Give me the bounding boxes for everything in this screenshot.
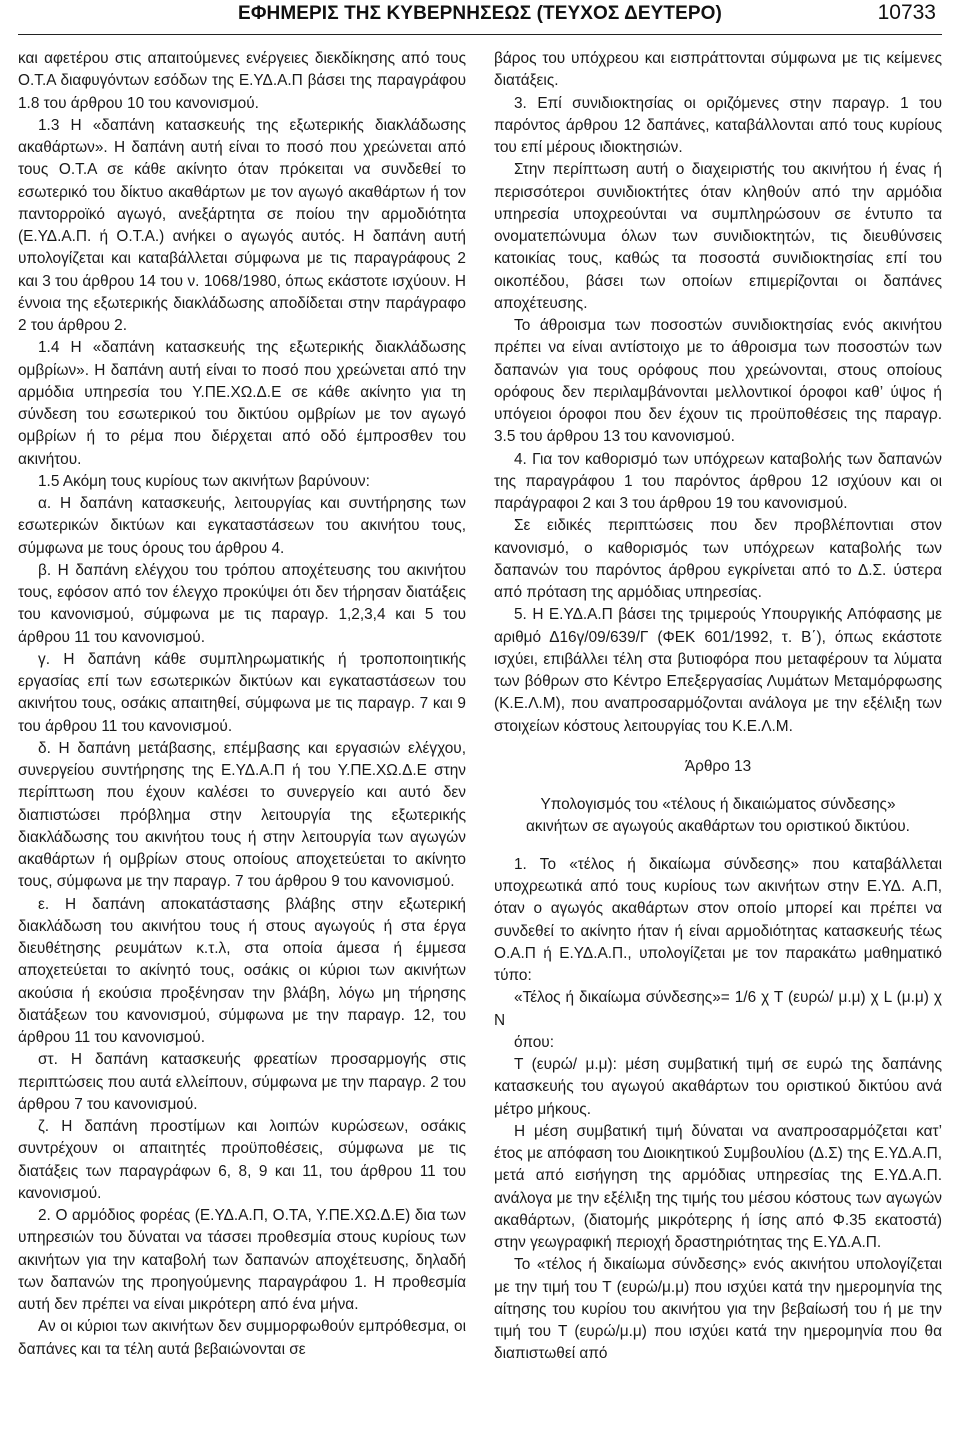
paragraph: και αφετέρου στις απαιτούμενες ενέργειες διεκδίκησης από τους Ο.Τ.Α διαφυγόντων εσόδων της Ε.ΥΔ.Α.Π βάσει της παραγράφου 1.8 του άρθρου 10 του κανονισμού. bbox=[18, 50, 466, 112]
paragraph: βάρος του υπόχρεου και εισπράττονται σύμφωνα με τις κείμενες διατάξεις. bbox=[494, 50, 942, 90]
right-column-text-before bbox=[494, 48, 942, 738]
paragraph: δ. Η δαπάνη μετάβασης, επέμβασης και εργασιών ελέγχου, συνεργείου συντήρησης της Ε.ΥΔ.Α.Π ή του Υ.ΠΕ.ΧΩ.Δ.Ε στην περίπτωση που έχουν καλέσει το συνεργείο και αυτό δεν διαπιστώσει πρόβλημα στην λειτουργία της εξωτερικής διακλάδωσης του ακινήτου τους ή στην λειτουργία των αγωγών ακαθάρτων ή ομβρίων στους οποίους αποχετεύεται το ακίνητο τους, σύμφωνα με την παραγρ. 7 του άρθρου 9 του κανονισμού. bbox=[18, 739, 466, 891]
paragraph: ε. Η δαπάνη αποκατάστασης βλάβης στην εξωτερική διακλάδωση του ακινήτου τους ή στους αγωγούς ή στα έργα διευθέτησης ρευμάτων κ.τ.λ, στα οποία άμεσα ή έμμεσα αποχετεύεται το ακίνητό τους, οσάκις οι κύριοι των ακινήτων ακούσια ή εκούσια προξένησαν την βλάβη, λόγω μη τήρησης διατάξεων του κανονισμού, σύμφωνα με την παραγρ. 12, του άρθρου 11 του κανονισμού. bbox=[18, 895, 466, 1046]
right-column-text-after bbox=[494, 854, 942, 1366]
paragraph: Η μέση συμβατική τιμή δύναται να αναπροσαρμόζεται κατ’ έτος με απόφαση του Διοικητικού Συμβουλίου (Δ.Σ) της Ε.ΥΔ.Α.Π, μετά από εισήγηση της αρμόδιας υπηρεσίας της Ε.ΥΔ.Α.Π. ανάλογα με την εξέλιξη της τιμής του μέσου κόστους των αγωγών ακαθάρτων, (διατομής μικρότερης ή ίσης από Φ.35 εκατοστά) στην γεωγραφική περιοχή δραστηριότητας της Ε.ΥΔ.Α.Π. bbox=[494, 1122, 942, 1251]
paragraph: στ. Η δαπάνη κατασκευής φρεατίων προσαρμογής στις περιπτώσεις που αυτά ελλείπουν, σύμφωνα με την παραγρ. 2 του άρθρου 7 του κανονισμού. bbox=[18, 1051, 466, 1113]
paragraph: 1.4 Η «δαπάνη κατασκευής της εξωτερικής διακλάδωσης ομβρίων». Η δαπάνη αυτή είναι το ποσό που χρεώνεται από την αρμόδια υπηρεσία του Υ.ΠΕ.ΧΩ.Δ.Ε σε κάθε ακίνητο για τη σύνδεση του εσωτερικού του δικτύου ομβρίων με τον αγωγό ομβρίων ή το ρέμα που διέρχεται από οδό έμπροσθεν του ακινήτου. bbox=[18, 339, 466, 468]
text-columns bbox=[18, 36, 942, 1366]
paragraph: «Τέλος ή δικαίωμα σύνδεσης»= 1/6 χ Τ (ευρώ/ μ.μ) χ L (μ.μ) χ Ν bbox=[494, 989, 942, 1029]
left-column bbox=[18, 48, 466, 1366]
paragraph: ζ. Η δαπάνη προστίμων και λοιπών κυρώσεων, οσάκις συντρέχουν οι απαιτητές προϋποθέσεις, σύμφωνα με τις διατάξεις των παραγράφων 6, 8, 9 και 11, του άρθρου 11 του κανονισμού. bbox=[18, 1118, 466, 1202]
paragraph: 5. Η Ε.ΥΔ.Α.Π βάσει της τριμερούς Υπουργικής Απόφασης με αριθμό Δ16γ/09/639/Γ (ΦΕΚ 601/1992, τ. Β΄), όπως εκάστοτε ισχύει, επιβάλλει τέλη στα βυτιοφόρα που μεταφέρουν τα λύματα των βόθρων στο Κέντρο Επεξεργασίας Λυμάτων Μεταμόρφωσης (Κ.Ε.Λ.Μ), που αναπροσαρμόζονται ανάλογα με την εξέλιξη των στοιχείων κόστους λειτουργίας του Κ.Ε.Λ.Μ. bbox=[494, 606, 942, 735]
paragraph: όπου: bbox=[514, 1033, 554, 1051]
header-rule bbox=[18, 34, 942, 35]
gazette-title: ΕΦΗΜΕΡΙΣ ΤΗΣ ΚΥΒΕΡΝΗΣΕΩΣ (ΤΕΥΧΟΣ ΔΕΥΤΕΡΟ) bbox=[238, 3, 722, 24]
page-header bbox=[18, 0, 942, 36]
paragraph: β. Η δαπάνη ελέγχου του τρόπου αποχέτευσης του ακινήτου τους, εφόσον από τον έλεγχο προκύψει ότι δεν τήρησαν διατάξεις του κανονισμού, σύμφωνα με τις παραγρ. 1,2,3,4 και 5 του άρθρου 11 του κανονισμού. bbox=[18, 561, 466, 646]
article-number: Άρθρο 13 bbox=[684, 757, 752, 775]
paragraph: 1.5 Ακόμη τους κυρίους των ακινήτων βαρύνουν: bbox=[38, 472, 370, 490]
article-heading bbox=[494, 756, 942, 838]
paragraph: Το άθροισμα των ποσοστών συνιδιοκτησίας ενός ακινήτου πρέπει να είναι αντίστοιχο με το άθροισμα των ποσοστών των δαπανών για τους ορόφους που χρεώνονται, στους οποίους ορόφους δεν περιλαμβάνονται μελλοντικοί όροφοι καθ’ ύψος ή υπόγειοι όροφοι που δεν έχουν τις προϋποθέσεις της παραγρ. 3.5 του άρθρου 13 του κανονισμού. bbox=[494, 317, 942, 446]
paragraph: α. Η δαπάνη κατασκευής, λειτουργίας και συντήρησης των εσωτερικών δικτύων και εγκαταστάσεων του ακινήτου τους, σύμφωνα με τους όρους του άρθρου 4. bbox=[18, 495, 466, 557]
right-column bbox=[494, 48, 942, 1366]
paragraph: 3. Επί συνιδιοκτησίας οι οριζόμενες στην παραγρ. 1 του παρόντος άρθρου 12 δαπάνες, καταβάλλονται από τους κυρίους του επί μέρους ιδιοκτησιών. bbox=[494, 94, 942, 156]
paragraph: Στην περίπτωση αυτή ο διαχειριστής του ακινήτου ή ένας ή περισσότεροι συνιδιοκτήτες όταν κληθούν από την αρμόδια υπηρεσία υποχρεούνται να συμπληρώσουν σε έντυπο τα ονοματεπώνυμα όλων των συνιδιοκτητών, τις διευθύνσεις κατοικίας τους, καθώς τα ποσοστά συνιδιοκτησίας επί του οικοπέδου, βάσει των οποίων επιμερίζονται οι δαπάνες αποχέτευσης. bbox=[494, 161, 942, 312]
paragraph: Αν οι κύριοι των ακινήτων δεν συμμορφωθούν εμπρόθεσμα, οι δαπάνες και τα τέλη αυτά βεβαιώνονται σε bbox=[18, 1318, 466, 1358]
article-title: Υπολογισμός του «τέλους ή δικαιώματος σύνδεσης» ακινήτων σε αγωγούς ακαθάρτων του οριστικού δικτύου. bbox=[526, 795, 910, 835]
paragraph: 4. Για τον καθορισμό των υπόχρεων καταβολής των δαπανών της παραγράφου 1 του παρόντος άρθρου 12 ισχύουν και οι παράγραφοι 2 και 3 του άρθρου 19 του κανονισμού. bbox=[494, 450, 942, 512]
paragraph: Τ (ευρώ/ μ.μ): μέση συμβατική τιμή σε ευρώ της δαπάνης κατασκευής του αγωγού ακαθάρτων του οριστικού δικτύου ανά μέτρο μήκους. bbox=[494, 1056, 942, 1118]
paragraph: Σε ειδικές περιπτώσεις που δεν προβλέποντιαι στον κανονισμό, ο καθορισμός των υπόχρεων καταβολής των δαπανών του παρόντος άρθρου εγκρίνεται από το Δ.Σ. ύστερα από πρόταση της αρμόδιας υπηρεσίας. bbox=[494, 517, 942, 601]
paragraph: γ. Η δαπάνη κάθε συμπληρωματικής ή τροποποιητικής εργασίας επί των εσωτερικών δικτύων και εγκαταστάσεων του ακινήτου τους, οσάκις απαιτηθεί, σύμφωνα με τις παραγρ. 7 και 9 του άρθρου 11 του κανονισμού. bbox=[18, 650, 466, 735]
paragraph: 1. Το «τέλος ή δικαίωμα σύνδεσης» που καταβάλλεται υποχρεωτικά από τους κυρίους των ακινήτων στην Ε.ΥΔ. Α.Π, όταν ο αγωγός ακαθάρτων στον οποίο μπορεί και πρέπει να συνδεθεί το ακίνητο ήταν ή είναι αρμοδιότητας κατασκευής τέως Ο.Α.Π ή Ε.ΥΔ.Α.Π., υπολογίζεται με τον παρακάτω μαθηματικό τύπο: bbox=[494, 855, 942, 984]
paragraph: Το «τέλος ή δικαίωμα σύνδεσης» ενός ακινήτου υπολογίζεται με την τιμή του Τ (ευρώ/μ.μ) που ισχύει κατά την ημερομηνία της αίτησης του κυρίου του ακινήτου για την βεβαίωσή του ή με την τιμή του Τ (ευρώ/μ.μ) που ισχύει κατά την ημερομηνία που θα διαπιστωθεί από bbox=[494, 1256, 942, 1363]
paragraph: 2. Ο αρμόδιος φορέας (Ε.ΥΔ.Α.Π, Ο.ΤΑ, Υ.ΠΕ.ΧΩ.Δ.Ε) δια των υπηρεσιών του δύναται να τάσσει προθεσμία στους κυρίους των ακινήτων για την καταβολή των δαπανών αποχέτευσης, δηλαδή των δαπανών της προηγούμενης παραγράφου 1. Η προθεσμία αυτή δεν πρέπει να είναι μικρότερη από ένα μήνα. bbox=[18, 1207, 466, 1313]
page-number: 10733 bbox=[877, 1, 936, 24]
paragraph: 1.3 Η «δαπάνη κατασκευής της εξωτερικής διακλάδωσης ακαθάρτων». Η δαπάνη αυτή είναι το ποσό που χρεώνεται από τους Ο.Τ.Α σε κάθε ακίνητο όταν πρόκειται να συνδεθεί το εσωτερικό του δίκτυο ακαθάρτων με τον αγωγό ακαθάρτων ή τον παντορροϊκό αγωγό, ανεξάρτητα σε ποίου την αρμοδιότητα (Ε.ΥΔ.Α.Π. ή Ο.Τ.Α.) ανήκει ο αγωγός αυτός. Η δαπάνη αυτή υπολογίζεται και καταβάλλεται σύμφωνα με τις παραγράφους 2 και 3 του άρθρου 14 του ν. 1068/1980, όπως εκάστοτε ισχύουν. Η έννοια της εξωτερικής διακλάδωσης αποδίδεται στην παράγραφο 2 του άρθρου 2. bbox=[18, 116, 466, 334]
